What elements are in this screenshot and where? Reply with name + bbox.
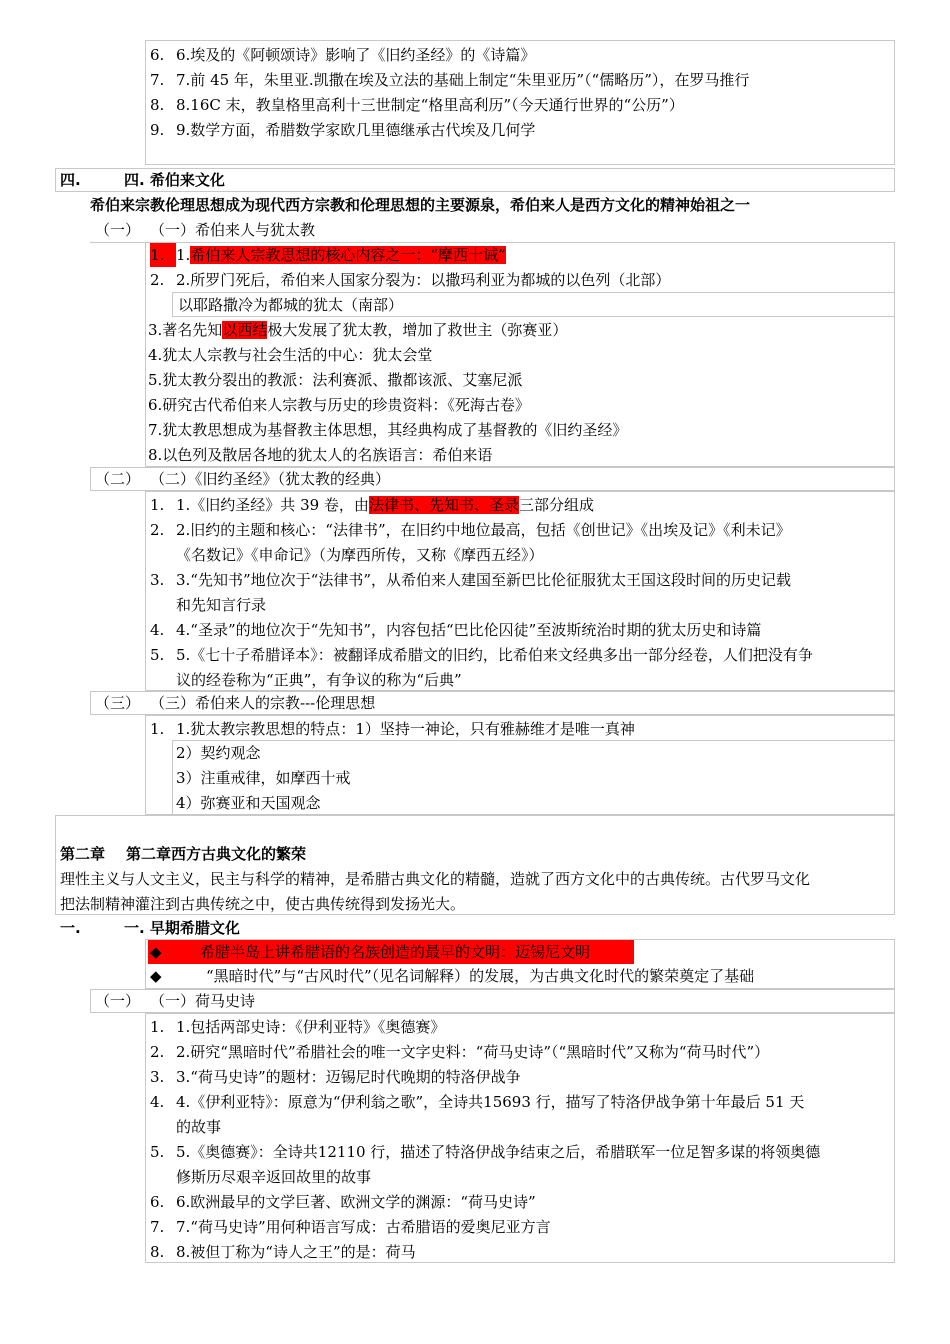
list-text: 1.犹太教宗教思想的特点：1）坚持一神论，只有雅赫维才是唯一真神 [176,720,635,738]
subsection-number: （一） [95,221,141,239]
section-heading [60,168,225,192]
list-item [150,1090,804,1114]
bullet-text: 希腊半岛上讲希腊语的名族创造的最早的文明：迈锡尼文明 [200,943,591,961]
subsection-title: （一）希伯来人与犹太教 [150,221,316,239]
list-text: 6.埃及的《阿顿颂诗》影响了《旧约圣经》的《诗篇》 [176,46,536,64]
list-text: 4.《伊利亚特》：原意为“伊利翁之歌”，全诗共15693 行，描写了特洛伊战争第十年最后 51 天 [176,1093,805,1111]
chapter-intro: 理性主义与人文主义，民主与科学的精神，是希腊古典文化的精髓，造就了西方文化中的古典传统。古代罗马文化 [60,870,811,888]
list-continuation: 以耶路撒冷为都城的犹太（南部） [178,296,404,314]
chapter-number: 第二章 [60,845,106,863]
list-text: 9.数学方面，希腊数学家欧几里德继承古代埃及几何学 [176,121,536,139]
subsection-title: （三）希伯来人的宗教---伦理思想 [150,694,376,712]
list-number: 2. [150,521,165,539]
list-text: 1.《旧约圣经》共 39 卷，由 [176,496,369,514]
list-number: 5. [150,1143,165,1161]
highlighted-text: 希伯来人宗教思想的核心内容之一：“摩西十诫” [190,246,506,264]
subsection-heading [95,218,315,242]
list-point: 2）契约观念 [176,744,261,762]
section-number: 四. [60,171,81,189]
subsection-heading [95,989,255,1013]
list-number: 7. [150,71,165,89]
list-text: 3.著名先知 [148,321,223,339]
list-item [150,618,761,642]
section-title: 一. 早期希腊文化 [124,919,240,937]
subsection-heading [95,467,390,491]
list-item [150,268,670,292]
bullet-text: “黑暗时代”与“古风时代”（见名词解释）的发展，为古典文化时代的繁荣奠定了基础 [206,967,755,985]
subsection-title: （一）荷马史诗 [150,992,256,1010]
list-item [150,1140,820,1164]
list-text: 5.《奥德赛》：全诗共12110 行，描述了特洛伊战争结束之后，希腊联军一位足智多谋的将领奥德 [176,1143,821,1161]
list-item [150,118,535,142]
list-text: 三部分组成 [518,496,594,514]
list-number: 6. [150,1193,165,1211]
list-item [150,1215,551,1239]
list-number: 2. [150,1043,165,1061]
list-text: 7.“荷马史诗”用何种语言写成：古希腊语的爱奥尼亚方言 [176,1218,551,1236]
list-number: 3. [150,1068,165,1086]
list-number: 6. [150,46,165,64]
list-text: 3.“荷马史诗”的题材：迈锡尼时代晚期的特洛伊战争 [176,1068,521,1086]
list-item [150,1190,536,1214]
section-number: 一. [60,919,81,937]
list-item [150,243,506,267]
list-item [150,493,594,517]
list-item: 6.研究古代希伯来人宗教与历史的珍贵资料：《死海古卷》 [148,396,530,414]
list-number: 8. [150,1243,165,1261]
list-number: 3. [150,571,165,589]
subsection-number: （一） [95,992,141,1010]
list-text: 2.所罗门死后，希伯来人国家分裂为：以撒玛利亚为都城的以色列（北部） [176,271,671,289]
list-continuation: 和先知言行录 [176,596,267,614]
list-number: 5. [150,646,165,664]
list-item [150,717,635,741]
list-text: 1.包括两部史诗：《伊利亚特》《奥德赛》 [176,1018,446,1036]
list-item [150,93,684,117]
section-lead: 希伯来宗教伦理思想成为现代西方宗教和伦理思想的主要源泉，希伯来人是西方文化的精神始祖之一 [90,196,751,214]
list-item [150,1065,521,1089]
list-item [150,1040,769,1064]
list-number: 1. [150,1018,165,1036]
list-item [150,643,813,667]
chapter-intro: 把法制精神灌注到古典传统之中，使古典传统得到发扬光大。 [60,895,466,913]
list-number: 7. [150,1218,165,1236]
list-text: 8.16C 末，教皇格里高利十三世制定“格里高利历”（今天通行世界的“公历”） [176,96,684,114]
list-continuation: 修斯历尽艰辛返回故里的故事 [176,1168,372,1186]
list-number: 4. [150,1093,165,1111]
list-item [150,518,791,542]
list-item [150,568,791,592]
list-text: 8.被但丁称为“诗人之王”的是：荷马 [176,1243,416,1261]
list-item: 7.犹太教思想成为基督教主体思想，其经典构成了基督教的《旧约圣经》 [148,421,628,439]
list-item [150,68,749,92]
section-title: 四. 希伯来文化 [124,171,225,189]
highlighted-text: 以西结 [222,321,268,339]
subsection-title: （二）《旧约圣经》（犹太教的经典） [150,470,391,488]
list-item: 4.犹太人宗教与社会生活的中心：犹太会堂 [148,346,433,364]
list-text: 5.《七十子希腊译本》：被翻译成希腊文的旧约，比希伯来文经典多出一部分经卷，人们把没有争 [176,646,813,664]
list-number: 2. [150,271,165,289]
list-number: 1. [150,496,165,514]
list-number: 1. [150,720,165,738]
list-item [150,1015,445,1039]
list-item [150,43,535,67]
subsection-heading [95,691,375,715]
list-text: 3.“先知书”地位次于“法律书”，从希伯来人建国至新巴比伦征服犹太王国这段时间的历史记载 [176,571,791,589]
list-item [150,1240,416,1264]
list-text: 极大发展了犹太教，增加了救世主（弥赛亚） [267,321,568,339]
list-text: 6.欧洲最早的文学巨著、欧洲文学的渊源：“荷马史诗” [176,1193,536,1211]
section-heading [60,916,240,940]
bullet-icon: ◆ [150,943,162,961]
subsection-number: （二） [95,470,141,488]
list-continuation: 的故事 [176,1118,222,1136]
subsection-number: （三） [95,694,141,712]
list-continuation: 《名数记》《申命记》（为摩西所传，又称《摩西五经》） [176,546,544,564]
list-text: 2.研究“黑暗时代”希腊社会的唯一文字史料：“荷马史诗”（“黑暗时代”又称为“荷马时代”） [176,1043,770,1061]
list-text: 4.“圣录”的地位次于“先知书”，内容包括“巴比伦囚徒”至波斯统治时期的犹太历史和诗篇 [176,621,762,639]
chapter-title: 第二章西方古典文化的繁荣 [126,845,307,863]
list-continuation: 议的经卷称为“正典”，有争议的称为“后典” [176,671,462,689]
list-text: 2.旧约的主题和核心：“法律书”，在旧约中地位最高，包括《创世记》《出埃及记》《利未记》 [176,521,791,539]
list-point: 3）注重戒律，如摩西十戒 [176,769,351,787]
list-number: 1. [150,243,176,267]
list-number: 8. [150,96,165,114]
bullet-icon: ◆ [150,967,162,985]
list-item: 8.以色列及散居各地的犹太人的名族语言：希伯来语 [148,446,493,464]
list-number: 4. [150,621,165,639]
list-text: 7.前 45 年，朱里亚.凯撒在埃及立法的基础上制定“朱里亚历”（“儒略历”），在罗马推行 [176,71,750,89]
list-item: 5.犹太教分裂出的教派：法利赛派、撒都该派、艾塞尼派 [148,371,523,389]
chapter-heading [60,842,306,866]
bullet-item [148,964,754,988]
list-text: 1. [176,246,191,264]
list-number: 9. [150,121,165,139]
list-item [148,318,567,342]
highlighted-text: 法律书、先知书、圣录 [368,496,519,514]
list-point: 4）弥赛亚和天国观念 [176,794,321,812]
bullet-item [148,940,634,964]
